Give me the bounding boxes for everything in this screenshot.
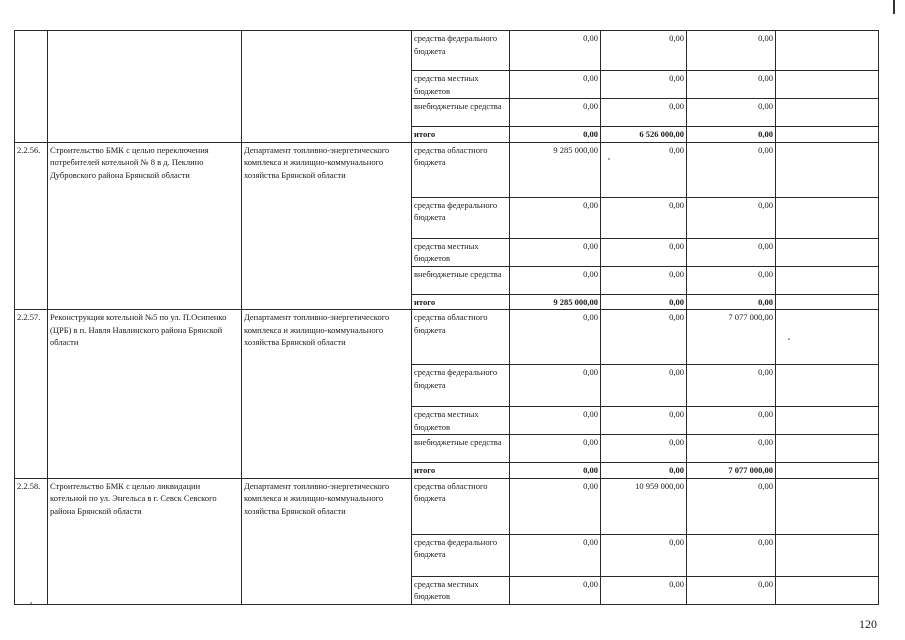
value-cell: 0,00 <box>601 365 687 407</box>
value-cell: 0,00 <box>510 197 601 238</box>
blank-cell <box>776 142 879 197</box>
name-cell <box>48 31 242 143</box>
scan-speck <box>30 602 32 604</box>
blank-cell <box>776 99 879 127</box>
value-cell: 0,00 <box>510 238 601 266</box>
value-cell: 0,00 <box>601 463 687 479</box>
value-cell: 7 077 000,00 <box>687 310 776 365</box>
executor-cell: Департамент топливно-энергетического комплекса и жилищно-коммунального хозяйства Брянской области <box>242 142 412 310</box>
executor-cell: Департамент топливно-энергетического комплекса и жилищно-коммунального хозяйства Брянской области <box>242 478 412 604</box>
value-cell: 0,00 <box>510 534 601 576</box>
table-row <box>15 310 879 365</box>
blank-cell <box>776 294 879 310</box>
value-cell: 9 285 000,00 <box>510 294 601 310</box>
value-cell: 0,00 <box>510 435 601 463</box>
blank-cell <box>776 31 879 71</box>
value-cell: 0,00 <box>687 294 776 310</box>
index-cell <box>15 31 48 143</box>
source-cell: средства федерального бюджета <box>412 31 510 71</box>
value-cell: 0,00 <box>601 238 687 266</box>
value-cell: 0,00 <box>687 238 776 266</box>
value-cell: 0,00 <box>510 576 601 604</box>
value-cell: 7 077 000,00 <box>687 463 776 479</box>
source-cell: средства областного бюджета <box>412 478 510 534</box>
name-cell: Строительство БМК с целью ликвидации котельной по ул. Энгельса в г. Севск Севского района Брянской области <box>48 478 242 604</box>
value-cell: 0,00 <box>687 142 776 197</box>
source-cell: средства местных бюджетов <box>412 71 510 99</box>
scan-mark <box>893 0 895 14</box>
source-cell: внебюджетные средства <box>412 266 510 294</box>
value-cell: 0,00 <box>510 310 601 365</box>
value-cell: 10 959 000,00 <box>601 478 687 534</box>
value-cell: 0,00 <box>510 463 601 479</box>
executor-cell <box>242 31 412 143</box>
value-cell: 0,00 <box>601 435 687 463</box>
value-cell: 0,00 <box>687 99 776 127</box>
scan-speck <box>608 158 610 160</box>
name-cell: Реконструкция котельной №5 по ул. П.Осипенко (ЦРБ) в п. Навля Навлинского района Брянской области <box>48 310 242 479</box>
value-cell: 0,00 <box>601 576 687 604</box>
source-cell: средства федерального бюджета <box>412 365 510 407</box>
value-cell: 0,00 <box>601 294 687 310</box>
source-cell: средства федерального бюджета <box>412 534 510 576</box>
value-cell: 6 526 000,00 <box>601 127 687 143</box>
executor-cell: Департамент топливно-энергетического комплекса и жилищно-коммунального хозяйства Брянской области <box>242 310 412 479</box>
blank-cell <box>776 127 879 143</box>
value-cell: 0,00 <box>510 365 601 407</box>
value-cell: 0,00 <box>601 407 687 435</box>
value-cell: 0,00 <box>601 310 687 365</box>
value-cell: 0,00 <box>687 407 776 435</box>
source-cell: итого <box>412 463 510 479</box>
value-cell: 0,00 <box>510 31 601 71</box>
source-cell: внебюджетные средства <box>412 99 510 127</box>
source-cell: итого <box>412 294 510 310</box>
value-cell: 0,00 <box>510 407 601 435</box>
value-cell: 0,00 <box>687 266 776 294</box>
source-cell: средства областного бюджета <box>412 310 510 365</box>
page-number: 120 <box>859 617 877 631</box>
value-cell: 0,00 <box>687 478 776 534</box>
value-cell: 0,00 <box>601 99 687 127</box>
value-cell: 0,00 <box>601 71 687 99</box>
blank-cell <box>776 365 879 407</box>
value-cell: 0,00 <box>687 435 776 463</box>
source-cell: средства местных бюджетов <box>412 407 510 435</box>
blank-cell <box>776 238 879 266</box>
index-cell: 2.2.57. <box>15 310 48 479</box>
value-cell: 0,00 <box>687 365 776 407</box>
blank-cell <box>776 266 879 294</box>
blank-cell <box>776 71 879 99</box>
table-row <box>15 142 879 197</box>
value-cell: 0,00 <box>687 127 776 143</box>
funding-table-sheet <box>14 30 878 605</box>
index-cell: 2.2.58. <box>15 478 48 604</box>
value-cell: 0,00 <box>510 127 601 143</box>
value-cell: 0,00 <box>601 31 687 71</box>
source-cell: средства местных бюджетов <box>412 238 510 266</box>
blank-cell <box>776 435 879 463</box>
value-cell: 0,00 <box>601 142 687 197</box>
value-cell: 0,00 <box>510 71 601 99</box>
source-cell: средства областного бюджета <box>412 142 510 197</box>
blank-cell <box>776 463 879 479</box>
source-cell: внебюджетные средства <box>412 435 510 463</box>
blank-cell <box>776 478 879 534</box>
value-cell: 0,00 <box>687 197 776 238</box>
value-cell: 0,00 <box>601 534 687 576</box>
blank-cell <box>776 576 879 604</box>
value-cell: 0,00 <box>687 31 776 71</box>
value-cell: 9 285 000,00 <box>510 142 601 197</box>
name-cell: Строительство БМК с целью переключения потребителей котельной № 8 в д. Пеклино Дубровского района Брянской области <box>48 142 242 310</box>
index-cell: 2.2.56. <box>15 142 48 310</box>
value-cell: 0,00 <box>510 99 601 127</box>
table-row <box>15 31 879 71</box>
value-cell: 0,00 <box>601 197 687 238</box>
value-cell: 0,00 <box>687 71 776 99</box>
value-cell: 0,00 <box>687 576 776 604</box>
value-cell: 0,00 <box>510 478 601 534</box>
scan-speck <box>788 338 790 340</box>
source-cell: средства федерального бюджета <box>412 197 510 238</box>
table-row <box>15 478 879 534</box>
value-cell: 0,00 <box>687 534 776 576</box>
value-cell: 0,00 <box>601 266 687 294</box>
blank-cell <box>776 534 879 576</box>
value-cell: 0,00 <box>510 266 601 294</box>
funding-table <box>14 30 879 605</box>
blank-cell <box>776 197 879 238</box>
source-cell: итого <box>412 127 510 143</box>
blank-cell <box>776 310 879 365</box>
source-cell: средства местных бюджетов <box>412 576 510 604</box>
blank-cell <box>776 407 879 435</box>
